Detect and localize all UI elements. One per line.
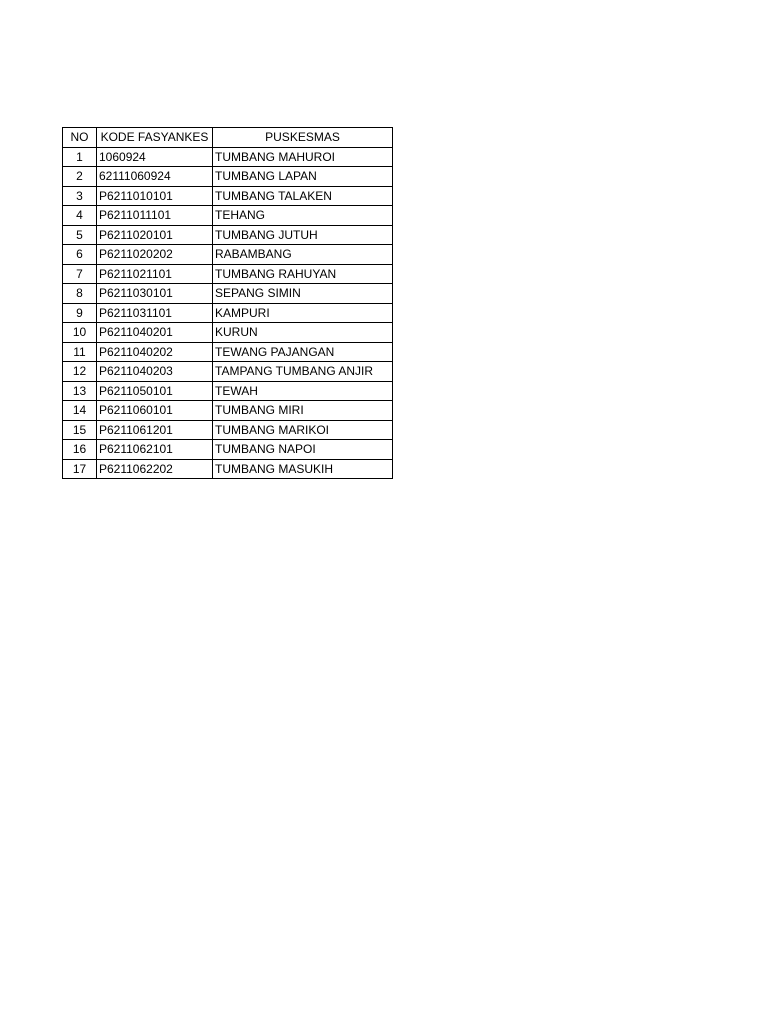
kode-fasyankes-cell: P6211040202 <box>97 342 213 362</box>
row-number: 16 <box>63 440 97 460</box>
row-number: 9 <box>63 303 97 323</box>
puskesmas-name-cell: TEWAH <box>213 381 393 401</box>
row-number: 1 <box>63 147 97 167</box>
table-row <box>63 245 393 265</box>
kode-fasyankes-cell: P6211050101 <box>97 381 213 401</box>
kode-fasyankes-cell: P6211010101 <box>97 186 213 206</box>
table-row <box>63 420 393 440</box>
row-number: 8 <box>63 284 97 304</box>
table-row <box>63 323 393 343</box>
row-number: 4 <box>63 206 97 226</box>
kode-fasyankes-cell: P6211062101 <box>97 440 213 460</box>
header-puskesmas: PUSKESMAS <box>213 128 393 148</box>
puskesmas-name-cell: TUMBANG MASUKIH <box>213 459 393 479</box>
row-number: 2 <box>63 167 97 187</box>
row-number: 5 <box>63 225 97 245</box>
header-kode-fasyankes: KODE FASYANKES <box>97 128 213 148</box>
row-number: 6 <box>63 245 97 265</box>
puskesmas-name-cell: SEPANG SIMIN <box>213 284 393 304</box>
table-row <box>63 284 393 304</box>
kode-fasyankes-cell: P6211020202 <box>97 245 213 265</box>
row-number: 15 <box>63 420 97 440</box>
kode-fasyankes-cell: P6211040203 <box>97 362 213 382</box>
table-row <box>63 186 393 206</box>
table-row <box>63 225 393 245</box>
header-no: NO <box>63 128 97 148</box>
kode-fasyankes-cell: P6211062202 <box>97 459 213 479</box>
puskesmas-name-cell: TUMBANG LAPAN <box>213 167 393 187</box>
puskesmas-name-cell: TUMBANG MIRI <box>213 401 393 421</box>
puskesmas-name-cell: TUMBANG NAPOI <box>213 440 393 460</box>
puskesmas-name-cell: TEHANG <box>213 206 393 226</box>
table-row <box>63 401 393 421</box>
kode-fasyankes-cell: P6211060101 <box>97 401 213 421</box>
puskesmas-name-cell: KURUN <box>213 323 393 343</box>
row-number: 7 <box>63 264 97 284</box>
row-number: 17 <box>63 459 97 479</box>
kode-fasyankes-cell: P6211061201 <box>97 420 213 440</box>
table-row <box>63 147 393 167</box>
table-row <box>63 264 393 284</box>
table-row <box>63 440 393 460</box>
table-row <box>63 303 393 323</box>
puskesmas-name-cell: TEWANG PAJANGAN <box>213 342 393 362</box>
puskesmas-name-cell: TAMPANG TUMBANG ANJIR <box>213 362 393 382</box>
table-row <box>63 167 393 187</box>
puskesmas-name-cell: TUMBANG MARIKOI <box>213 420 393 440</box>
puskesmas-table <box>62 127 393 479</box>
kode-fasyankes-cell: 62111060924 <box>97 167 213 187</box>
kode-fasyankes-cell: P6211031101 <box>97 303 213 323</box>
row-number: 13 <box>63 381 97 401</box>
row-number: 3 <box>63 186 97 206</box>
puskesmas-name-cell: TUMBANG TALAKEN <box>213 186 393 206</box>
table-row <box>63 206 393 226</box>
puskesmas-name-cell: RABAMBANG <box>213 245 393 265</box>
kode-fasyankes-cell: P6211030101 <box>97 284 213 304</box>
row-number: 14 <box>63 401 97 421</box>
puskesmas-name-cell: TUMBANG JUTUH <box>213 225 393 245</box>
table-row <box>63 342 393 362</box>
puskesmas-name-cell: TUMBANG RAHUYAN <box>213 264 393 284</box>
table-header <box>63 128 393 148</box>
table-body <box>63 147 393 479</box>
puskesmas-name-cell: TUMBANG MAHUROI <box>213 147 393 167</box>
kode-fasyankes-cell: P6211020101 <box>97 225 213 245</box>
kode-fasyankes-cell: P6211011101 <box>97 206 213 226</box>
row-number: 10 <box>63 323 97 343</box>
kode-fasyankes-cell: 1060924 <box>97 147 213 167</box>
puskesmas-name-cell: KAMPURI <box>213 303 393 323</box>
kode-fasyankes-cell: P6211021101 <box>97 264 213 284</box>
table-row <box>63 362 393 382</box>
table-row <box>63 459 393 479</box>
row-number: 11 <box>63 342 97 362</box>
table-row <box>63 381 393 401</box>
header-row <box>63 128 393 148</box>
kode-fasyankes-cell: P6211040201 <box>97 323 213 343</box>
row-number: 12 <box>63 362 97 382</box>
